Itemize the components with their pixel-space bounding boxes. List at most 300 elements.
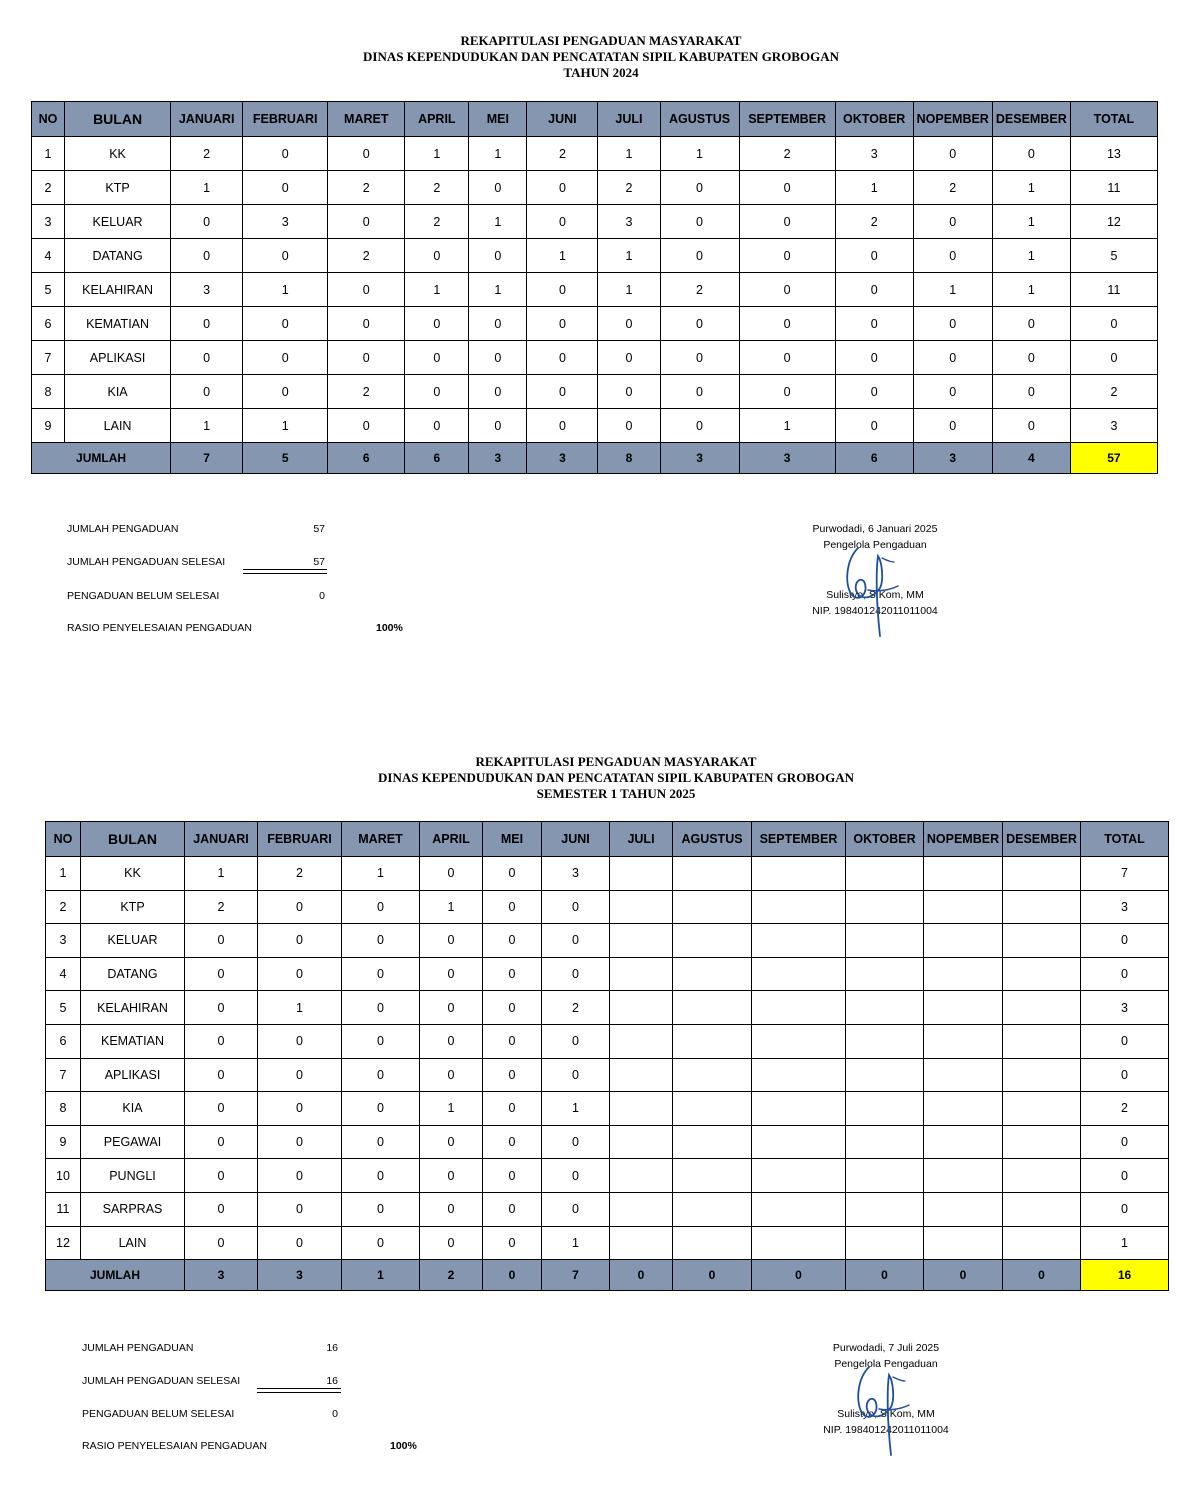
month-value: 0: [483, 1226, 542, 1260]
month-value: 1: [992, 239, 1070, 273]
month-value: 0: [328, 137, 405, 171]
month-value: 2: [835, 205, 913, 239]
grand-total: 16: [1081, 1260, 1169, 1291]
month-value: 0: [483, 991, 542, 1025]
month-value: 0: [243, 307, 328, 341]
month-value: [846, 924, 924, 958]
column-header: NOPEMBER: [913, 102, 992, 137]
table-row: [32, 409, 1158, 443]
month-value: 0: [258, 1092, 342, 1126]
month-value: [924, 1192, 1003, 1226]
row-total: 0: [1081, 1192, 1169, 1226]
month-value: [752, 1092, 846, 1126]
category-name: KELUAR: [81, 924, 185, 958]
month-value: [610, 890, 673, 924]
report-title-line: DINAS KEPENDUDUKAN DAN PENCATATAN SIPIL KABUPATEN GROBOGAN: [363, 49, 839, 64]
month-value: 0: [660, 375, 739, 409]
month-value: 1: [420, 1092, 483, 1126]
month-value: 0: [835, 307, 913, 341]
month-value: 0: [420, 1024, 483, 1058]
table-row: [46, 1125, 1169, 1159]
month-value: [610, 991, 673, 1025]
month-value: [673, 1159, 752, 1193]
month-value: 0: [328, 273, 405, 307]
month-value: 0: [243, 171, 328, 205]
month-value: 2: [328, 171, 405, 205]
month-value: 0: [483, 1125, 542, 1159]
month-value: 0: [328, 409, 405, 443]
row-total: 0: [1081, 924, 1169, 958]
month-value: [1003, 1192, 1081, 1226]
table-row: [46, 1092, 1169, 1126]
month-value: 1: [835, 171, 913, 205]
table-row: [46, 991, 1169, 1025]
signer-name: Sulistyo, S.Kom, MM: [837, 1408, 935, 1420]
table-body: [32, 137, 1158, 443]
month-sum: 8: [598, 443, 660, 474]
row-number: 4: [32, 239, 65, 273]
row-total: 0: [1081, 957, 1169, 991]
month-value: 0: [598, 307, 660, 341]
month-value: 0: [342, 924, 420, 958]
column-header: JUNI: [527, 102, 598, 137]
month-value: 1: [405, 273, 469, 307]
month-value: [610, 1192, 673, 1226]
month-value: [1003, 1125, 1081, 1159]
month-value: [673, 857, 752, 891]
month-value: 2: [171, 137, 243, 171]
month-value: 0: [342, 890, 420, 924]
month-value: 0: [171, 205, 243, 239]
month-value: [1003, 1058, 1081, 1092]
month-value: 0: [171, 375, 243, 409]
month-sum: 0: [610, 1260, 673, 1291]
month-value: [846, 1092, 924, 1126]
month-value: 0: [483, 1192, 542, 1226]
category-name: KEMATIAN: [65, 307, 171, 341]
month-value: [752, 857, 846, 891]
month-value: 0: [483, 857, 542, 891]
jumlah-label: JUMLAH: [46, 1260, 185, 1291]
month-value: 0: [328, 341, 405, 375]
month-value: 0: [660, 341, 739, 375]
month-sum: 3: [739, 443, 835, 474]
month-value: [673, 1024, 752, 1058]
row-total: 3: [1070, 409, 1157, 443]
month-value: [752, 957, 846, 991]
month-value: 0: [660, 307, 739, 341]
month-value: 0: [243, 239, 328, 273]
month-sum: 6: [405, 443, 469, 474]
signer-role: Pengelola Pengaduan: [834, 1358, 938, 1370]
month-value: 0: [469, 171, 527, 205]
month-value: 0: [483, 1159, 542, 1193]
month-value: [924, 890, 1003, 924]
row-total: 11: [1070, 273, 1157, 307]
table-row: [32, 307, 1158, 341]
row-number: 4: [46, 957, 81, 991]
column-header: DESEMBER: [992, 102, 1070, 137]
month-value: 1: [598, 137, 660, 171]
month-value: 0: [913, 205, 992, 239]
row-number: 9: [32, 409, 65, 443]
row-total: 2: [1070, 375, 1157, 409]
month-value: [846, 991, 924, 1025]
jumlah-row: [46, 1260, 1169, 1291]
month-value: 0: [527, 273, 598, 307]
month-value: [1003, 924, 1081, 958]
month-value: 0: [527, 307, 598, 341]
column-header: TOTAL: [1081, 822, 1169, 857]
month-value: [846, 957, 924, 991]
row-total: 12: [1070, 205, 1157, 239]
month-value: 0: [405, 375, 469, 409]
column-header: MEI: [469, 102, 527, 137]
month-value: 0: [420, 1192, 483, 1226]
month-value: [610, 1226, 673, 1260]
row-total: 0: [1081, 1159, 1169, 1193]
month-sum: 5: [243, 443, 328, 474]
category-name: APLIKASI: [65, 341, 171, 375]
column-header: FEBRUARI: [258, 822, 342, 857]
month-sum: 3: [469, 443, 527, 474]
month-value: [924, 857, 1003, 891]
month-value: 1: [598, 273, 660, 307]
month-sum: 0: [1003, 1260, 1081, 1291]
month-value: 0: [542, 1125, 610, 1159]
month-value: 1: [342, 857, 420, 891]
column-header: JULI: [598, 102, 660, 137]
month-value: 0: [660, 205, 739, 239]
column-header: BULAN: [65, 102, 171, 137]
month-value: 1: [992, 171, 1070, 205]
month-value: 0: [405, 409, 469, 443]
month-value: [924, 1024, 1003, 1058]
column-header: OKTOBER: [846, 822, 924, 857]
month-value: 0: [483, 1024, 542, 1058]
report-title-line: REKAPITULASI PENGADUAN MASYARAKAT: [475, 754, 757, 769]
month-sum: 0: [483, 1260, 542, 1291]
month-sum: 3: [660, 443, 739, 474]
month-value: 2: [328, 239, 405, 273]
month-value: [1003, 1159, 1081, 1193]
row-number: 8: [46, 1092, 81, 1126]
month-value: 1: [171, 409, 243, 443]
month-value: [846, 890, 924, 924]
month-value: 0: [527, 341, 598, 375]
month-value: 0: [420, 857, 483, 891]
month-sum: 3: [527, 443, 598, 474]
month-value: [673, 991, 752, 1025]
month-value: 0: [542, 957, 610, 991]
month-value: [846, 1226, 924, 1260]
report-title-block: [0, 33, 1202, 81]
jumlah-pengaduan-value: 57: [313, 523, 325, 535]
column-header: DESEMBER: [1003, 822, 1081, 857]
month-value: 0: [469, 341, 527, 375]
table-row: [46, 1024, 1169, 1058]
month-value: [610, 1058, 673, 1092]
category-name: KK: [81, 857, 185, 891]
month-value: [673, 1058, 752, 1092]
row-total: 0: [1070, 307, 1157, 341]
category-name: SARPRAS: [81, 1192, 185, 1226]
month-value: [610, 857, 673, 891]
month-value: [924, 1058, 1003, 1092]
row-total: 5: [1070, 239, 1157, 273]
month-value: 0: [171, 341, 243, 375]
month-value: 0: [258, 1226, 342, 1260]
table-row: [46, 957, 1169, 991]
month-value: 1: [469, 205, 527, 239]
table-header: [32, 102, 1158, 137]
month-value: 0: [913, 409, 992, 443]
row-total: 3: [1081, 890, 1169, 924]
month-value: 0: [258, 1192, 342, 1226]
month-value: 0: [469, 307, 527, 341]
month-value: 0: [185, 957, 258, 991]
row-total: 0: [1070, 341, 1157, 375]
double-underline: [243, 569, 327, 574]
report-title-line: TAHUN 2024: [563, 65, 639, 80]
month-value: 0: [527, 375, 598, 409]
month-value: 0: [420, 991, 483, 1025]
table-header: [46, 822, 1169, 857]
month-value: 0: [405, 239, 469, 273]
month-value: [752, 1159, 846, 1193]
month-value: 2: [258, 857, 342, 891]
row-number: 7: [46, 1058, 81, 1092]
month-sum: 7: [171, 443, 243, 474]
category-name: PUNGLI: [81, 1159, 185, 1193]
month-value: [752, 1024, 846, 1058]
month-value: [610, 957, 673, 991]
month-value: [846, 1192, 924, 1226]
row-number: 2: [46, 890, 81, 924]
month-value: 0: [405, 307, 469, 341]
month-value: 0: [913, 341, 992, 375]
report-title-line: DINAS KEPENDUDUKAN DAN PENCATATAN SIPIL KABUPATEN GROBOGAN: [378, 770, 854, 785]
month-value: 0: [992, 341, 1070, 375]
row-total: 0: [1081, 1058, 1169, 1092]
month-value: 1: [405, 137, 469, 171]
month-value: [610, 924, 673, 958]
month-value: 1: [469, 273, 527, 307]
month-sum: 0: [846, 1260, 924, 1291]
month-value: 0: [258, 924, 342, 958]
column-header: AGUSTUS: [660, 102, 739, 137]
month-value: 0: [405, 341, 469, 375]
column-header: FEBRUARI: [243, 102, 328, 137]
month-value: 0: [469, 409, 527, 443]
month-value: [1003, 1226, 1081, 1260]
table-footer: [32, 443, 1158, 474]
month-value: 0: [185, 1024, 258, 1058]
month-value: 0: [243, 137, 328, 171]
month-value: [846, 857, 924, 891]
selesai-value: 57: [313, 556, 325, 568]
month-value: 0: [258, 1058, 342, 1092]
column-header: JUNI: [542, 822, 610, 857]
month-value: 0: [660, 409, 739, 443]
place-date: Purwodadi, 7 Juli 2025: [832, 1342, 940, 1354]
month-value: 0: [542, 1024, 610, 1058]
jumlah-row: [32, 443, 1158, 474]
month-value: [752, 1058, 846, 1092]
row-total: 0: [1081, 1125, 1169, 1159]
month-value: [1003, 1024, 1081, 1058]
signer-nip: NIP. 198401242011011004: [823, 1424, 949, 1436]
month-value: [752, 890, 846, 924]
column-header: TOTAL: [1070, 102, 1157, 137]
row-number: 10: [46, 1159, 81, 1193]
month-sum: 7: [542, 1260, 610, 1291]
month-value: 0: [483, 957, 542, 991]
month-value: 0: [483, 890, 542, 924]
column-header: AGUSTUS: [673, 822, 752, 857]
rasio-value: 100%: [390, 1440, 417, 1452]
category-name: KELUAR: [65, 205, 171, 239]
rekap-table-2025: [45, 821, 1169, 1291]
belum-selesai-value: 0: [332, 1408, 338, 1420]
table-row: [46, 1159, 1169, 1193]
month-value: 0: [420, 957, 483, 991]
month-value: [846, 1024, 924, 1058]
month-sum: 0: [752, 1260, 846, 1291]
month-value: [1003, 1092, 1081, 1126]
category-name: APLIKASI: [81, 1058, 185, 1092]
row-number: 12: [46, 1226, 81, 1260]
column-header: MARET: [328, 102, 405, 137]
category-name: DATANG: [65, 239, 171, 273]
row-number: 7: [32, 341, 65, 375]
table-row: [46, 1226, 1169, 1260]
month-value: 3: [243, 205, 328, 239]
signer-role: Pengelola Pengaduan: [823, 539, 927, 551]
month-value: 1: [542, 1092, 610, 1126]
report-title-line: SEMESTER 1 TAHUN 2025: [536, 786, 696, 801]
table-row: [46, 1192, 1169, 1226]
selesai-value: 16: [326, 1375, 338, 1387]
month-sum: 1: [342, 1260, 420, 1291]
column-header: NOPEMBER: [924, 822, 1003, 857]
jumlah-label: JUMLAH: [32, 443, 171, 474]
month-value: 0: [469, 375, 527, 409]
month-value: 1: [243, 409, 328, 443]
table-row: [32, 171, 1158, 205]
month-value: 0: [913, 239, 992, 273]
month-value: 0: [185, 1092, 258, 1126]
month-value: 1: [469, 137, 527, 171]
month-value: 1: [420, 890, 483, 924]
report-title-block: [15, 754, 1202, 802]
month-value: 0: [342, 1192, 420, 1226]
category-name: LAIN: [81, 1226, 185, 1260]
month-value: 0: [660, 239, 739, 273]
month-value: 0: [835, 341, 913, 375]
month-value: 0: [342, 991, 420, 1025]
month-value: 2: [185, 890, 258, 924]
month-value: 0: [258, 1125, 342, 1159]
column-header: BULAN: [81, 822, 185, 857]
month-value: 0: [171, 239, 243, 273]
month-value: 2: [913, 171, 992, 205]
month-value: 3: [542, 857, 610, 891]
month-value: 1: [527, 239, 598, 273]
month-value: 0: [992, 137, 1070, 171]
row-number: 9: [46, 1125, 81, 1159]
category-name: KTP: [81, 890, 185, 924]
month-value: [610, 1159, 673, 1193]
month-value: [846, 1058, 924, 1092]
month-value: 1: [913, 273, 992, 307]
month-sum: 4: [992, 443, 1070, 474]
row-number: 3: [46, 924, 81, 958]
header-row: [46, 822, 1169, 857]
month-value: 0: [258, 1024, 342, 1058]
month-value: [1003, 857, 1081, 891]
month-value: 2: [405, 171, 469, 205]
row-number: 5: [32, 273, 65, 307]
month-value: [752, 1192, 846, 1226]
month-value: 3: [171, 273, 243, 307]
month-value: 2: [328, 375, 405, 409]
signature-image: [838, 540, 908, 640]
column-header: JANUARI: [185, 822, 258, 857]
month-value: 0: [483, 924, 542, 958]
row-total: 1: [1081, 1226, 1169, 1260]
category-name: KK: [65, 137, 171, 171]
month-value: [924, 1226, 1003, 1260]
month-value: [673, 890, 752, 924]
month-value: 0: [420, 924, 483, 958]
month-value: 2: [405, 205, 469, 239]
month-value: [924, 1159, 1003, 1193]
month-value: 0: [420, 1058, 483, 1092]
row-number: 1: [32, 137, 65, 171]
month-value: 0: [598, 409, 660, 443]
column-header: APRIL: [420, 822, 483, 857]
month-value: 0: [243, 341, 328, 375]
jumlah-pengaduan-value: 16: [326, 1342, 338, 1354]
month-value: 0: [258, 890, 342, 924]
month-value: 2: [739, 137, 835, 171]
jumlah-pengaduan-label: JUMLAH PENGADUAN: [67, 523, 179, 535]
month-value: 1: [171, 171, 243, 205]
category-name: DATANG: [81, 957, 185, 991]
month-value: 0: [739, 375, 835, 409]
selesai-label: JUMLAH PENGADUAN SELESAI: [67, 556, 226, 568]
month-value: 0: [835, 239, 913, 273]
month-sum: 6: [835, 443, 913, 474]
category-name: KIA: [65, 375, 171, 409]
month-value: 1: [739, 409, 835, 443]
month-value: 0: [328, 307, 405, 341]
month-value: 0: [342, 1159, 420, 1193]
header-row: [32, 102, 1158, 137]
table-row: [46, 1058, 1169, 1092]
month-value: [846, 1159, 924, 1193]
month-value: 1: [598, 239, 660, 273]
table-row: [32, 375, 1158, 409]
column-header: NO: [46, 822, 81, 857]
month-value: [673, 1192, 752, 1226]
table-row: [46, 890, 1169, 924]
month-value: 2: [527, 137, 598, 171]
month-value: [673, 924, 752, 958]
row-number: 1: [46, 857, 81, 891]
month-value: 0: [660, 171, 739, 205]
